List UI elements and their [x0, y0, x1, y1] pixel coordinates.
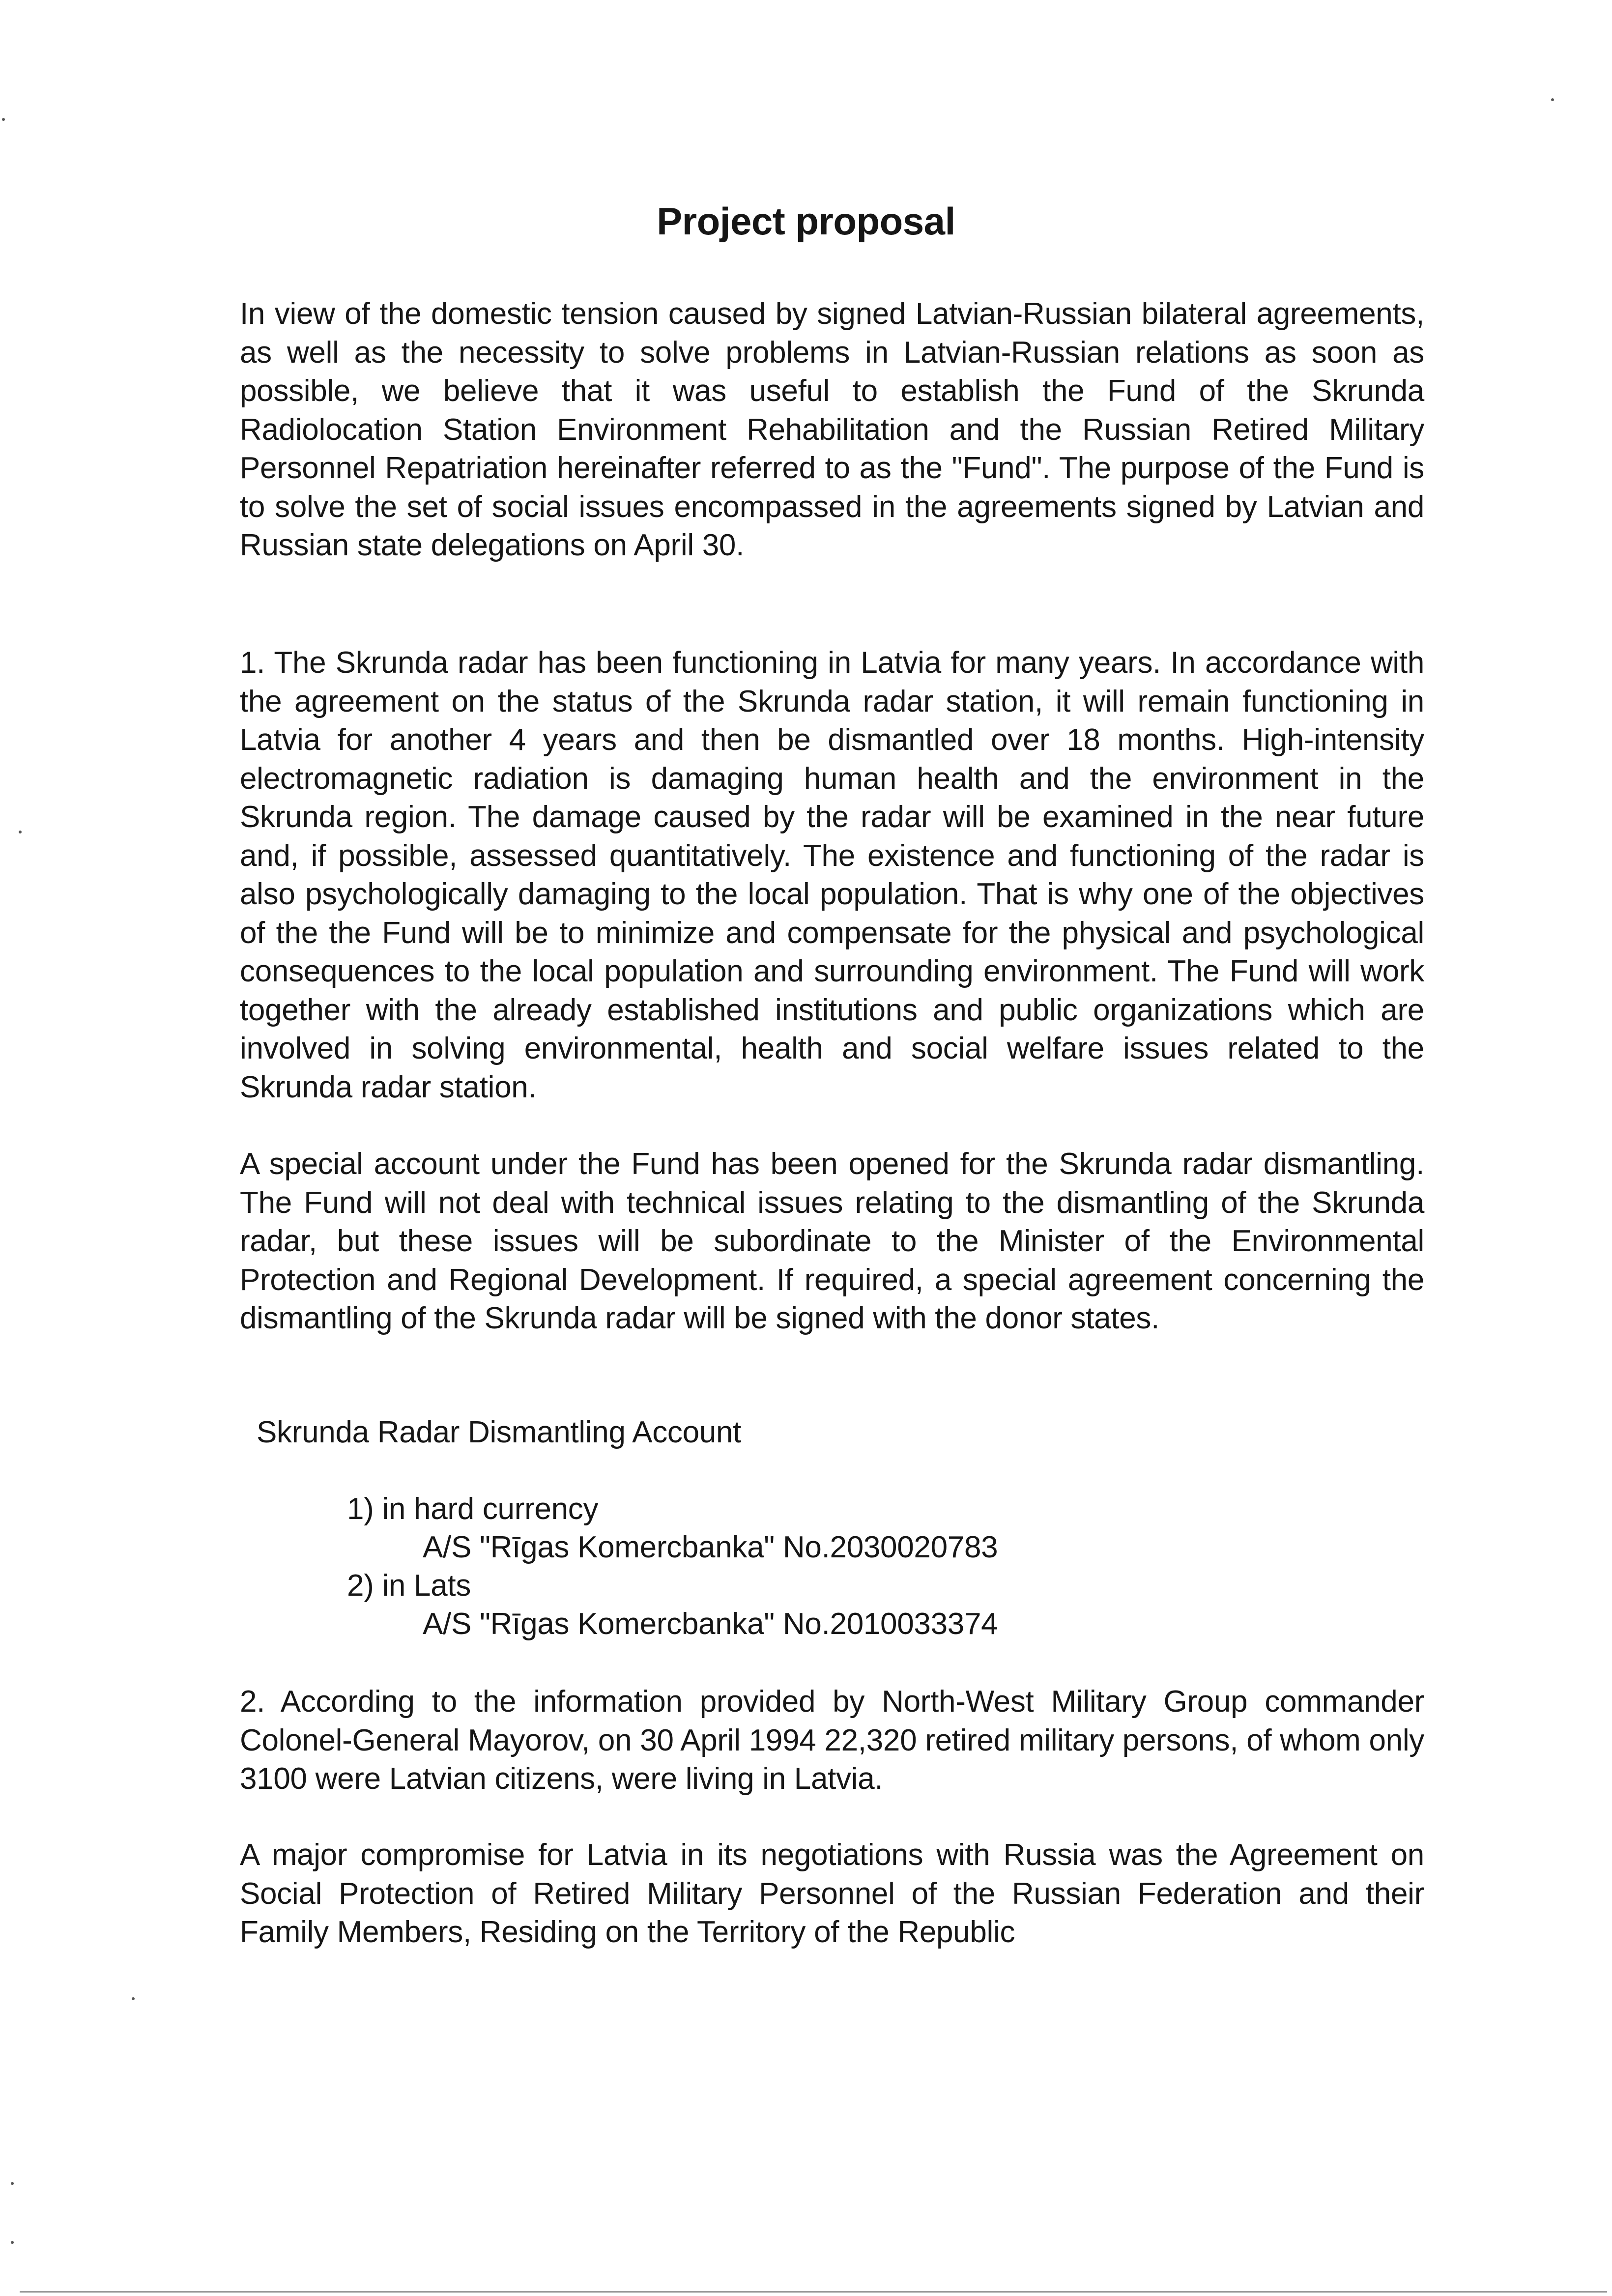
scan-speck [19, 831, 22, 833]
section-1-account-paragraph: A special account under the Fund has been opened for the Skrunda radar dismantling. The Fund will not deal with technical issues relating to the dismantling of the Skrunda radar, but these issues will be subordinate to the Minister of the Environmental Protection and Regional Development. If required, a special agreement concerning the dismantling of the Skrunda radar will be signed with the donor states. [240, 1147, 1424, 1335]
account-bank-hard-currency: A/S "Rīgas Komercbanka" No.2030020783 [423, 1530, 998, 1564]
scan-speck [11, 2182, 14, 2185]
compromise-paragraph: A major compromise for Latvia in its negotiations with Russia was the Agreement on Social Protection of Retired Military Personnel of the Russian Federation and their Family Members, Residing on the Territory of the Republic [240, 1838, 1424, 1949]
account-label-lats: 2) in Lats [347, 1569, 471, 1603]
intro-paragraph: In view of the domestic tension caused by signed Latvian-Russian bilateral agreements, as well as the necessity to solve problems in Latvian-Russian relations as soon as possible, we believe that it was useful to establish the Fund of the Skrunda Radiolocation Station Environment Rehabilitation and the Russian Retired Military Personnel Repatriation hereinafter referred to as the "Fund". The purpose of the Fund is to solve the set of social issues encompassed in the agreements signed by Latvian and Russian state delegations on April 30. [240, 297, 1424, 562]
section-1-paragraph: 1. The Skrunda radar has been functioning in Latvia for many years. In accordance with the agreement on the status of the Skrunda radar station, it will remain functioning in Latvia for another 4 years and then be dismantled over 18 months. High-intensity electromagnetic radiation is damaging human health and the environment in the Skrunda region. The damage caused by the radar will be examined in the near future and, if possible, assessed quantitatively. The existence and functioning of the radar is also psychologically damaging to the local population. That is why one of the objectives of the the Fund will be to minimize and compensate for the physical and psychological consequences to the local population and surrounding environment. The Fund will work together with the already established institutions and public organizations which are involved in solving environmental, health and social welfare issues related to the Skrunda radar station. [240, 646, 1424, 1104]
account-bank-lats: A/S "Rīgas Komercbanka" No.2010033374 [423, 1607, 998, 1641]
scan-bottom-edge [20, 2291, 1607, 2293]
section-2-paragraph: 2. According to the information provided by North-West Military Group commander Colonel-General Mayorov, on 30 April 1994 22,320 retired military persons, of whom only 3100 were Latvian citizens, were living in Latvia. [240, 1685, 1424, 1796]
scan-speck [132, 1997, 135, 2000]
scan-speck [1551, 98, 1554, 101]
account-label-hard-currency: 1) in hard currency [347, 1492, 599, 1526]
scan-speck [11, 2241, 14, 2244]
account-heading: Skrunda Radar Dismantling Account [257, 1415, 742, 1449]
document-title: Project proposal [657, 200, 955, 243]
scan-speck [2, 118, 5, 121]
